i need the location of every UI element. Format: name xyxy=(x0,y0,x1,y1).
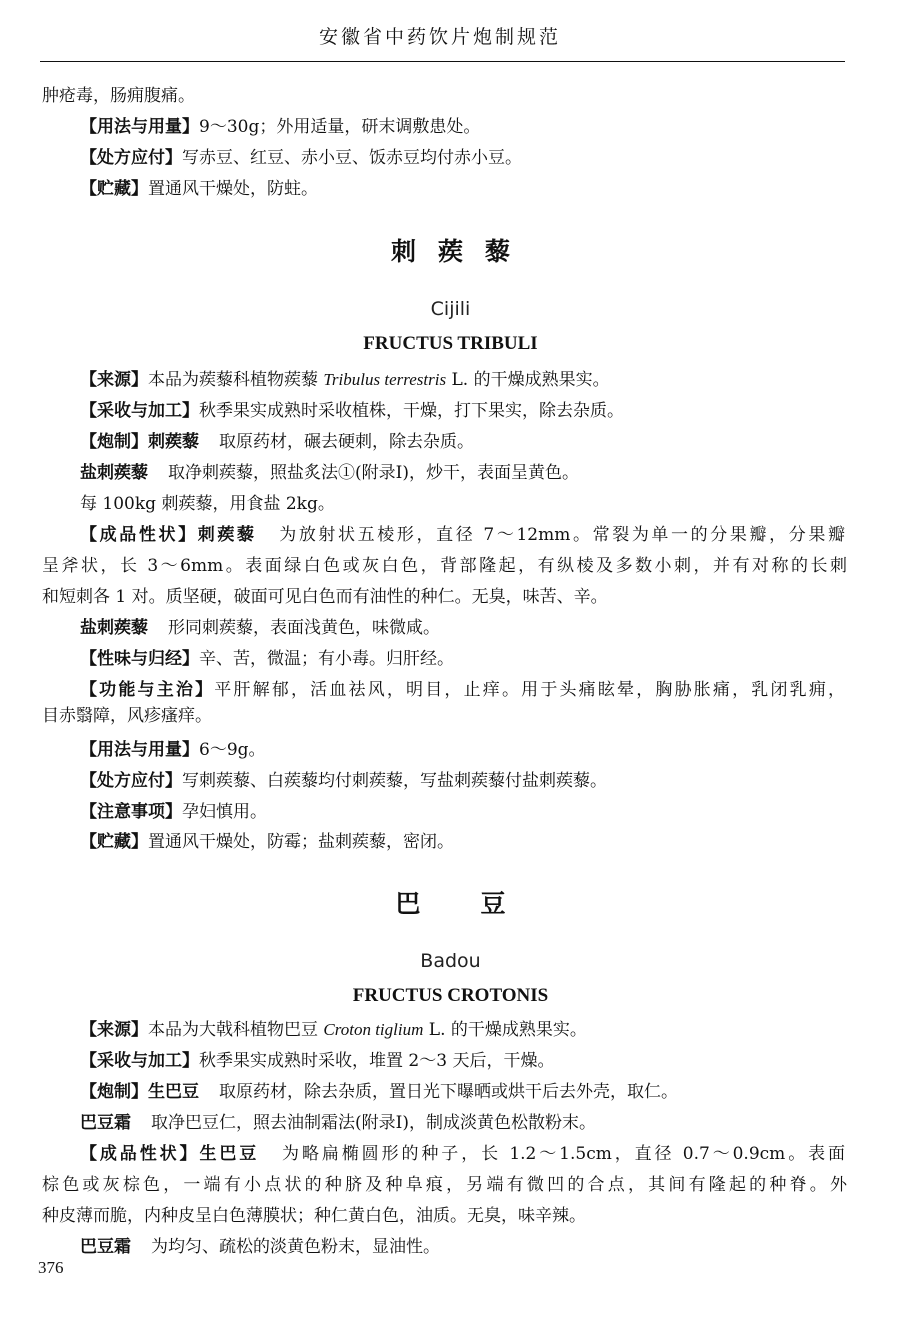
storage-paragraph xyxy=(80,829,845,855)
function-text: 平肝解郁，活血祛风，明目，止痒。用于头痛眩晕，胸胁胀痛，乳闭乳痈， xyxy=(214,680,846,700)
processing-item-text: 取原药材，除去杂质，置日光下曝晒或烘干后去外壳，取仁。 xyxy=(219,1082,678,1102)
characters-text-line: 和短刺各 1 对。质坚硬，破面可见白色而有油性的种仁。无臭，味苦、辛。 xyxy=(42,587,608,607)
storage-text: 置通风干燥处，防蛀。 xyxy=(148,179,318,199)
processing-item-2 xyxy=(80,1110,845,1136)
entry-title: 刺蒺藜 xyxy=(390,237,532,266)
characters-text-line: 棕色或灰棕色，一端有小点状的种脐及种阜痕，另端有微凹的合点，其间有隆起的种脊。外 xyxy=(42,1175,847,1195)
prescription-text: 写赤豆、红豆、赤小豆、饭赤豆均付赤小豆。 xyxy=(182,148,522,168)
caution-label: 【注意事项】 xyxy=(80,802,182,822)
source-paragraph xyxy=(80,367,845,393)
characters-label: 【成品性状】 xyxy=(80,525,198,545)
processing-item-text: 取净刺蒺藜，照盐炙法①(附录Ⅰ)，炒干，表面呈黄色。 xyxy=(168,463,579,483)
function-paragraph xyxy=(80,677,845,703)
processing-item-2 xyxy=(80,460,845,486)
usage-text: 9～30g；外用适量，研末调敷患处。 xyxy=(199,117,481,137)
characters-text: 为略扁椭圆形的种子，长 1.2～1.5cm，直径 0.7～0.9cm。表面 xyxy=(279,1144,846,1164)
processing-label: 【炮制】 xyxy=(80,1082,148,1102)
processing-item-text: 取净巴豆仁，照去油制霜法(附录Ⅰ)，制成淡黄色松散粉末。 xyxy=(151,1113,596,1133)
caution-text: 孕妇慎用。 xyxy=(182,802,267,822)
processing-item-name: 盐刺蒺藜 xyxy=(80,463,148,483)
entry-latin-name: FRUCTUS TRIBULI xyxy=(363,333,538,354)
characters-item-2 xyxy=(80,615,845,641)
entry-title: 巴豆 xyxy=(395,889,566,918)
entry-latin-name: FRUCTUS CROTONIS xyxy=(352,985,549,1006)
harvest-paragraph xyxy=(80,398,845,424)
harvest-paragraph xyxy=(80,1048,845,1074)
source-text-end: L. 的干燥成熟果实。 xyxy=(446,370,610,390)
running-header: 安徽省中药饮片炮制规范 xyxy=(318,26,561,48)
prescription-label: 【处方应付】 xyxy=(80,148,182,168)
storage-text: 置通风干燥处，防霉；盐刺蒺藜，密闭。 xyxy=(148,832,454,852)
processing-paragraph xyxy=(80,429,845,455)
processing-item-name: 刺蒺藜 xyxy=(148,432,199,452)
source-text-end: L. 的干燥成熟果实。 xyxy=(423,1020,587,1040)
usage-paragraph xyxy=(80,114,845,140)
entry-pinyin: Badou xyxy=(420,950,481,972)
function-text-line: 目赤翳障，风疹瘙痒。 xyxy=(42,706,212,726)
header-rule xyxy=(40,61,845,62)
processing-paragraph xyxy=(80,1079,845,1105)
function-label: 【功能与主治】 xyxy=(80,680,215,700)
usage-label: 【用法与用量】 xyxy=(80,740,199,760)
harvest-label: 【采收与加工】 xyxy=(80,1051,199,1071)
source-text: 本品为蒺藜科植物蒺藜 xyxy=(148,370,324,390)
characters-text: 为均匀、疏松的淡黄色粉末，显油性。 xyxy=(151,1237,440,1257)
source-text: 本品为大戟科植物巴豆 xyxy=(148,1020,324,1040)
harvest-text: 秋季果实成熟时采收，堆置 2～3 天后，干燥。 xyxy=(199,1051,555,1071)
storage-label: 【贮藏】 xyxy=(80,832,148,852)
characters-item-name: 巴豆霜 xyxy=(80,1237,131,1257)
nature-label: 【性味与归经】 xyxy=(80,649,199,669)
characters-text: 为放射状五棱形，直径 7～12mm。常裂为单一的分果瓣，分果瓣 xyxy=(276,525,846,545)
processing-item-name: 巴豆霜 xyxy=(80,1113,131,1133)
source-label: 【来源】 xyxy=(80,1020,148,1040)
nature-paragraph xyxy=(80,646,845,672)
usage-text: 6～9g。 xyxy=(199,740,266,760)
processing-note: 每 100kg 刺蒺藜，用食盐 2kg。 xyxy=(80,494,335,514)
caution-paragraph xyxy=(80,799,845,825)
characters-item-name: 盐刺蒺藜 xyxy=(80,618,148,638)
harvest-label: 【采收与加工】 xyxy=(80,401,199,421)
species-name: Tribulus terrestris xyxy=(323,370,447,389)
characters-paragraph xyxy=(80,522,845,548)
nature-text: 辛、苦，微温；有小毒。归肝经。 xyxy=(199,649,454,669)
characters-item-name: 生巴豆 xyxy=(199,1144,260,1164)
prescription-label: 【处方应付】 xyxy=(80,771,182,791)
source-label: 【来源】 xyxy=(80,370,148,390)
characters-item-name: 刺蒺藜 xyxy=(197,525,257,545)
prescription-paragraph xyxy=(80,768,845,794)
entry-pinyin: Cijili xyxy=(430,298,471,320)
characters-text-line: 呈斧状，长 3～6mm。表面绿白色或灰白色，背部隆起，有纵棱及多数小刺，并有对称的长刺 xyxy=(42,556,847,576)
page-number: 376 xyxy=(38,1258,64,1277)
processing-item-text: 取原药材，碾去硬刺，除去杂质。 xyxy=(219,432,474,452)
usage-label: 【用法与用量】 xyxy=(80,117,199,137)
characters-item-2 xyxy=(80,1234,845,1260)
characters-paragraph xyxy=(80,1141,845,1167)
source-paragraph xyxy=(80,1017,845,1043)
storage-label: 【贮藏】 xyxy=(80,179,148,199)
prescription-text: 写刺蒺藜、白蒺藜均付刺蒺藜，写盐刺蒺藜付盐刺蒺藜。 xyxy=(182,771,607,791)
usage-paragraph xyxy=(80,737,845,763)
characters-text-line: 种皮薄而脆，内种皮呈白色薄膜状；种仁黄白色，油质。无臭，味辛辣。 xyxy=(42,1206,586,1226)
storage-paragraph xyxy=(80,176,845,202)
continuation-text: 肿疮毒，肠痈腹痛。 xyxy=(42,86,195,106)
processing-label: 【炮制】 xyxy=(80,432,148,452)
species-name: Croton tiglium xyxy=(323,1020,424,1039)
processing-item-name: 生巴豆 xyxy=(148,1082,199,1102)
harvest-text: 秋季果实成熟时采收植株，干燥，打下果实，除去杂质。 xyxy=(199,401,624,421)
prescription-paragraph xyxy=(80,145,845,171)
characters-label: 【成品性状】 xyxy=(80,1144,200,1164)
characters-text: 形同刺蒺藜，表面浅黄色，味微咸。 xyxy=(168,618,440,638)
